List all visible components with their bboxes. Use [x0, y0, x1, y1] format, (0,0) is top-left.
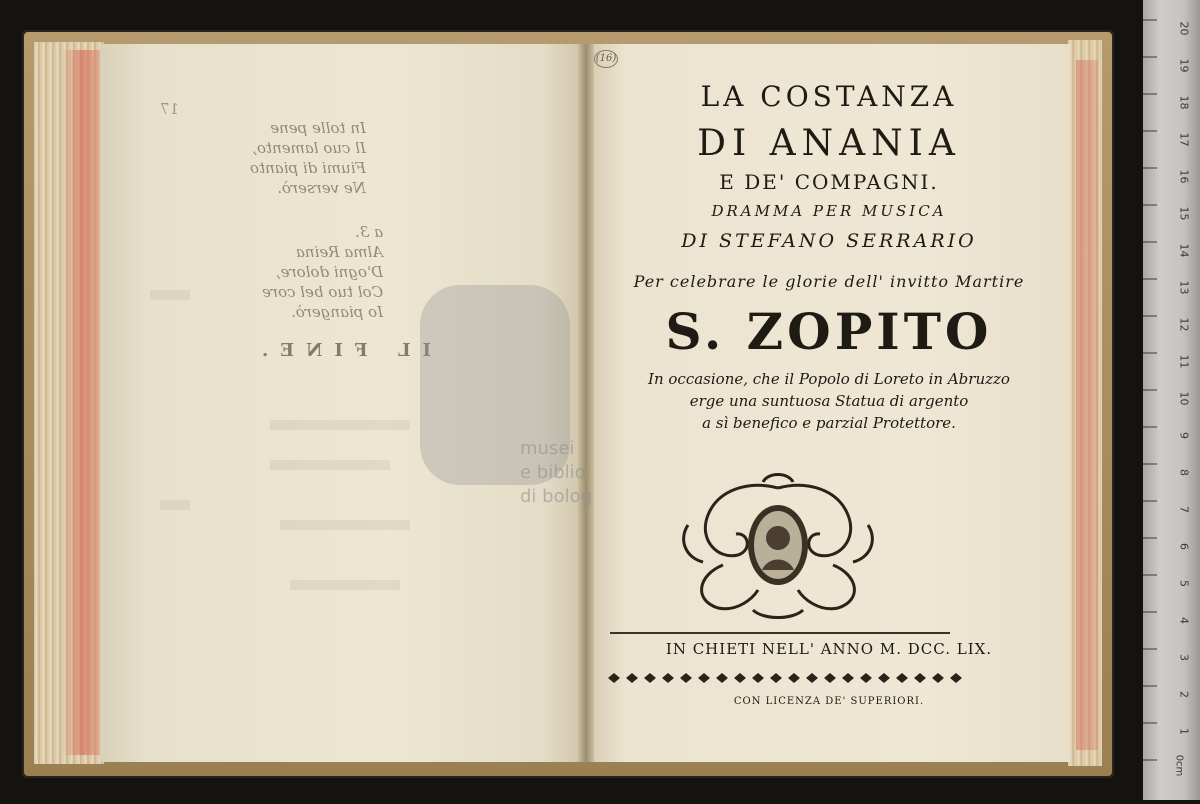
measuring-ruler	[1143, 0, 1200, 800]
imprint-line: IN CHIETI NELL' ANNO M. DCC. LIX.	[665, 640, 993, 658]
ruler-number: 4	[1177, 617, 1191, 624]
author-line: DI STEFANO SERRARIO	[681, 230, 977, 252]
ghost-line: In tolle pene	[270, 119, 366, 137]
ghost-smudge	[270, 420, 410, 430]
occasion-line-1: In occasione, che il Popolo di Loreto in Abruzzo	[648, 370, 1010, 388]
ruler-number: 2	[1177, 691, 1191, 698]
ruler-number: 6	[1177, 543, 1191, 550]
ghost-smudge	[270, 460, 390, 470]
ghost-smudge	[160, 500, 190, 510]
ruler-number: 9	[1177, 432, 1191, 439]
ghost-line: a 3.	[355, 223, 384, 241]
ruler-number: 16	[1177, 169, 1191, 184]
ghost-line: Il cuo lamento,	[252, 139, 366, 157]
watermark-text-1: musei	[520, 438, 575, 459]
ruler-number: 19	[1177, 58, 1191, 73]
title-line-3: E DE' COMPAGNI.	[719, 170, 939, 194]
ghost-line: Alma Reina	[295, 243, 384, 261]
red-edge-stain-right	[1076, 60, 1098, 750]
red-edge-stain-left	[62, 50, 102, 755]
ghost-smudge	[290, 580, 400, 590]
ruler-number: 13	[1177, 280, 1191, 295]
ruler-number: 7	[1177, 506, 1191, 513]
ruler-number: 18	[1177, 95, 1191, 110]
ghost-verse-2	[262, 222, 383, 322]
ruler-unit-label: 0cm	[1173, 754, 1185, 777]
ruler-number: 3	[1177, 654, 1191, 661]
occasion-text	[588, 368, 1070, 434]
title-line-1: LA COSTANZA	[700, 80, 958, 113]
ghost-verse-1	[250, 118, 366, 198]
ruler-number: 15	[1177, 206, 1191, 221]
printers-ornament	[678, 470, 878, 625]
occasion-line-2: erge una suntuosa Statua di argento	[689, 392, 969, 410]
ornamental-border	[608, 671, 970, 685]
ghost-line: Io piangerò.	[291, 303, 384, 321]
ruler-number: 5	[1177, 580, 1191, 587]
ghost-line: Ne verserò.	[277, 179, 366, 197]
ghost-page-number: 17	[160, 100, 180, 118]
ruler-ticks	[1143, 0, 1200, 800]
occasion-line-3: a sì benefico e parzial Protettore.	[702, 414, 956, 432]
ghost-line: Fiumi di pianto	[250, 159, 366, 177]
dedication-line: Per celebrare le glorie dell' invitto Martire	[633, 272, 1025, 291]
ghost-smudge	[150, 290, 190, 300]
watermark-text-2: e biblio	[520, 462, 586, 483]
ruler-number: 14	[1177, 243, 1191, 258]
ruler-number: 1	[1177, 728, 1191, 735]
ghost-il-fine: IL FINE.	[250, 340, 431, 361]
license-line: CON LICENZA DE' SUPERIORI.	[733, 696, 925, 707]
ruler-number: 20	[1177, 21, 1191, 36]
ruler-number: 11	[1177, 354, 1191, 369]
title-line-2: DI ANANIA	[697, 123, 961, 164]
ruler-number: 17	[1177, 132, 1191, 147]
imprint-rule	[610, 632, 950, 634]
folio-mark: (16)	[594, 50, 618, 68]
ruler-number: 12	[1177, 317, 1191, 332]
ruler-number: 8	[1177, 469, 1191, 476]
watermark-text-3: di bolog	[520, 486, 593, 507]
saint-name: S. ZOPITO	[665, 302, 993, 361]
subtitle-genre: DRAMMA PER MUSICA	[711, 202, 947, 220]
ruler-number: 10	[1177, 391, 1191, 406]
ghost-smudge	[280, 520, 410, 530]
ghost-line: D'ogni dolore,	[275, 263, 384, 281]
ghost-line: Col tuo bel core	[262, 283, 384, 301]
